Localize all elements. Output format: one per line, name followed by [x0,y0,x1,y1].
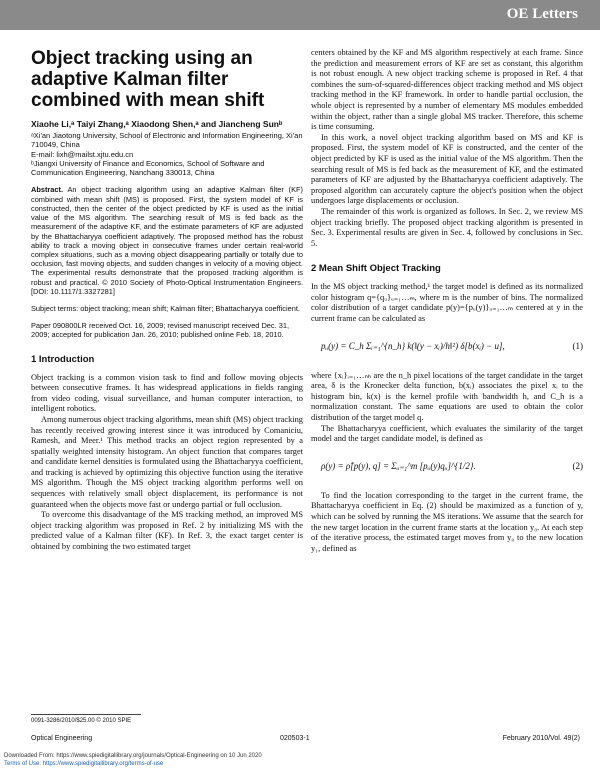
intro-paragraph-5: In this work, a novel object tracking algorithm based on MS and KF is proposed. First, the system model of KF is constructed, and the center of the object predicted by KF is used as the initial value of the MS algorithm. Then the searching result of MS is fed back as the measurement of KF, and the estimated parameters of KF are adjusted by the Bhattacharyya coefficient adaptively. The proposed algorithm can accurately capture the object's position when the object undergoes large displacements or occlusion. [311,132,583,206]
affiliation-1: ᵃXi'an Jiaotong University, School of Electronic and Information Engineering, Xi'an 710049, China [31,131,303,150]
equation-2 [311,453,583,483]
abstract-label: Abstract. [31,185,64,195]
affiliation-2: ᵇJiangxi University of Finance and Economics, School of Software and Communication Engineering, Nanchang 330013, China [31,158,265,178]
abstract [31,185,303,295]
author-list: Xiaohe Li,ᵃ Taiyi Zhang,ᵃ Xiaodong Shen,ᵃ and Jiancheng Sunᵇ [31,119,283,129]
left-column [31,48,303,553]
copyright-footnote: 0091-3286/2010/$25.00 © 2010 SPIE [31,718,132,724]
equation-2-number: (2) [572,460,583,471]
footer-journal: Optical Engineering [31,735,93,742]
download-line: Downloaded From: https://www.spiedigitallibrary.org/journals/Optical-Engineering on 10 Jun 2020 [4,753,262,759]
intro-paragraph-1: Object tracking is a common vision task to find and follow moving objects between consecutive frames. It has widespread applications in fields ranging from video coding, visual surveillance, and human computer interaction, to intelligent robotics. [31,372,303,414]
equation-1-formula: pᵤ(y) = C_h Σᵢ₌₁^{n_h} k(‖(y − xᵢ)/h‖²) δ[b(xᵢ) − u], [321,340,505,351]
ms-paragraph-4: To find the location corresponding to the target in the current frame, the Bhattacharyya coefficient in Eq. (2) should be maximized as a function of y, which can be solved by running the MS iterations. We assume that the search for the new target location in the current frame starts at the location y₀. At each step of the iterative process, the estimated target moves from y₀ to the new location y₁, defined as [311,490,583,553]
ms-paragraph-3: The Bhattacharyya coefficient, which evaluates the similarity of the target model and the target candidate model, is defined as [311,423,583,444]
journal-section-label: OE Letters [506,6,578,22]
section-2-heading: 2 Mean Shift Object Tracking [311,263,441,275]
ms-paragraph-1: In the MS object tracking method,¹ the target model is defined as its normalized color histogram q={qᵤ}ᵤ₌₁…ₘ, where m is the number of bins. The normalized color distribution of a target candidate p(y)={pᵤ(y)}ᵤ₌₁…ₘ centered at y in the current frame can be calculated as [311,282,583,324]
equation-1-number: (1) [572,340,583,351]
section-1-heading: 1 Introduction [31,353,95,365]
footer-issue: February 2010/Vol. 49(2) [502,735,580,742]
terms-of-use-link[interactable]: Terms of Use: https://www.spiedigitallibrary.org/terms-of-use [4,760,164,767]
footnote-rule [31,714,141,715]
equation-2-formula: ρ(y) = ρ̂[p(y), q] = Σᵤ₌₁^m [pᵤ(y)qᵤ]^{1/2}. [321,460,476,471]
paper-history: Paper 090800LR received Oct. 16, 2009; revised manuscript received Dec. 31, 2009; accepted for publication Jan. 26, 2010; published online Feb. 18, 2010. [31,321,289,340]
right-column [311,48,583,554]
author-email: E-mail: lixh@mailst.xjtu.edu.cn [31,149,134,159]
equation-1 [311,333,583,363]
intro-paragraph-6: The remainder of this work is organized as follows. In Sec. 2, we review MS object tracking briefly. The proposed object tracking algorithm is presented in Sec. 3. Experimental results are given in Sec. 4, followed by conclusions in Sec. 5. [311,206,583,248]
intro-paragraph-4: centers obtained by the KF and MS algorithm respectively at each frame. Since the prediction and measurement errors of KF are set as constant, this algorithm is not robust enough. A new object tracking scheme is proposed in Ref. 4 that combines the sum-of-squared-differences object tracking method and MS object tracking method in the KF framework. In order to handle partial occlusion, the whole object is represented by a number of elementary MS modules embedded within the object, rather than a single global MS tracker. Therefore, this scheme is time consuming. [311,48,583,132]
subject-terms: Subject terms: object tracking; mean shift; Kalman filter; Bhattacharyya coefficient. [31,303,300,313]
footer-page-id: 020503-1 [280,735,310,742]
abstract-text: An object tracking algorithm using an adaptive Kalman filter (KF) combined with mean shift (MS) is proposed. First, the system model of KF is constructed, then the center of the object predicted by KF is used as the initial value of the MS algorithm. The searching result of MS is fed back as the measurement of the adaptive KF, and the estimate parameters of KF are adjusted by the Bhattacharyya coefficient adaptively. The proposed method has the robust ability to track a moving object in consecutive frames under certain real-world complex situations, such as a moving object disappearing partially or totally due to occlusion, fast moving objects, and sudden changes in velocity of a moving object. The experimental results demonstrate that the proposed tracking algorithm is robust and practical. © 2010 Society of Photo-Optical Instrumentation Engineers. [DOI: 10.1117/1.3327281] [31,185,303,296]
intro-paragraph-2: Among numerous object tracking algorithms, mean shift (MS) object tracking has recently received growing interest since it was introduced by Comaniciu, Ramesh, and Meer.¹ This method tracks an object region represented by a spatially weighted intensity histogram. An object function that compares target and candidate kernel densities is formulated using the Bhattacharyya coefficient, and tracking is achieved by optimizing this objective function using the iterative MS algorithm. Though the MS object tracking algorithm performs well on sequences with relatively small object displacement, its performance is not guaranteed when the objects move fast or undergo partial or full occlusion. [31,414,303,509]
journal-header-bar [0,0,600,30]
paper-title: Object tracking using an adaptive Kalman filter combined with mean shift [31,48,265,111]
ms-paragraph-2: where {xᵢ}ᵢ₌₁…ₙₕ are the n_h pixel locations of the target candidate in the target area, δ is the Kronecker delta function, b(xᵢ) associates the pixel xᵢ to the histogram bin, k(x) is the kernel profile with bandwidth h, and C_h is a normalization constant. The same equations are used to obtain the color distribution of the target model q. [311,370,583,423]
download-notice [4,753,262,768]
intro-paragraph-3: To overcome this disadvantage of the MS tracking method, an improved MS object tracking algorithm was proposed in Ref. 2 by initializing MS with the predicted value of a Kalman filter (KF). In Ref. 3, the exact target center is obtained by combining the two estimated target [31,510,303,552]
